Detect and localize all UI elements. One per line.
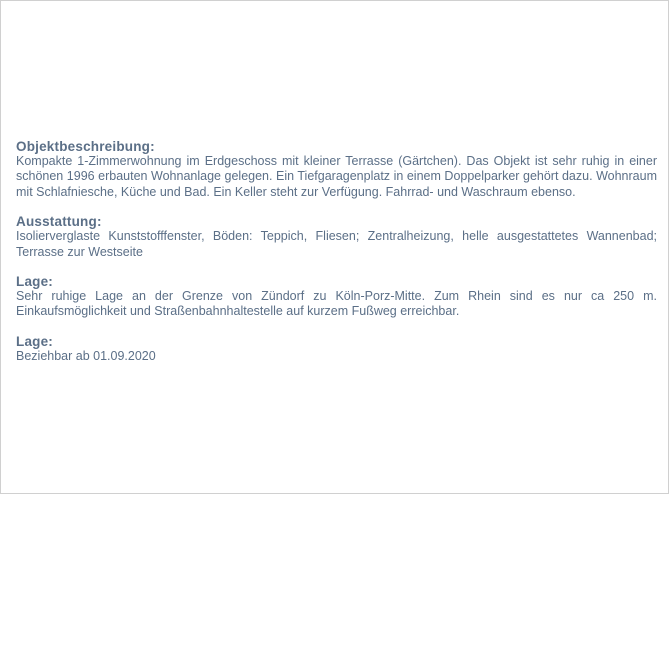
- description-content: [16, 139, 657, 378]
- section-ausstattung: [16, 214, 657, 260]
- section-text: Beziehbar ab 01.09.2020: [16, 348, 156, 363]
- section-text: Sehr ruhige Lage an der Grenze von Zündorf zu Köln-Porz-Mitte. Zum Rhein sind es nur ca 250 m. Einkaufsmöglichkeit und Straßenbahnhaltestelle auf kurzem Fußweg erreichbar.: [16, 289, 657, 319]
- section-text: Kompakte 1-Zimmerwohnung im Erdgeschoss mit kleiner Terrasse (Gärtchen). Das Objekt ist sehr ruhig in einer schönen 1996 erbauten Wohnanlage gelegen. Ein Tiefgaragenplatz in einem Doppelparker gehört dazu. Wohnraum mit Schlafniesche, Küche und Bad. Ein Keller steht zur Verfügung. Fahrrad- und Waschraum ebenso.: [16, 154, 657, 199]
- section-lage: [16, 274, 657, 320]
- section-objektbeschreibung: [16, 139, 657, 200]
- section-heading: Ausstattung:: [16, 214, 102, 230]
- section-text: Isolierverglaste Kunststofffenster, Böden: Teppich, Fliesen; Zentralheizung, helle ausgestattetes Wannenbad; Terrasse zur Westseite: [16, 229, 657, 259]
- section-heading: Lage:: [16, 333, 54, 349]
- section-lage-bezug: [16, 334, 657, 364]
- section-heading: Objektbeschreibung:: [16, 139, 155, 154]
- section-heading: Lage:: [16, 274, 54, 290]
